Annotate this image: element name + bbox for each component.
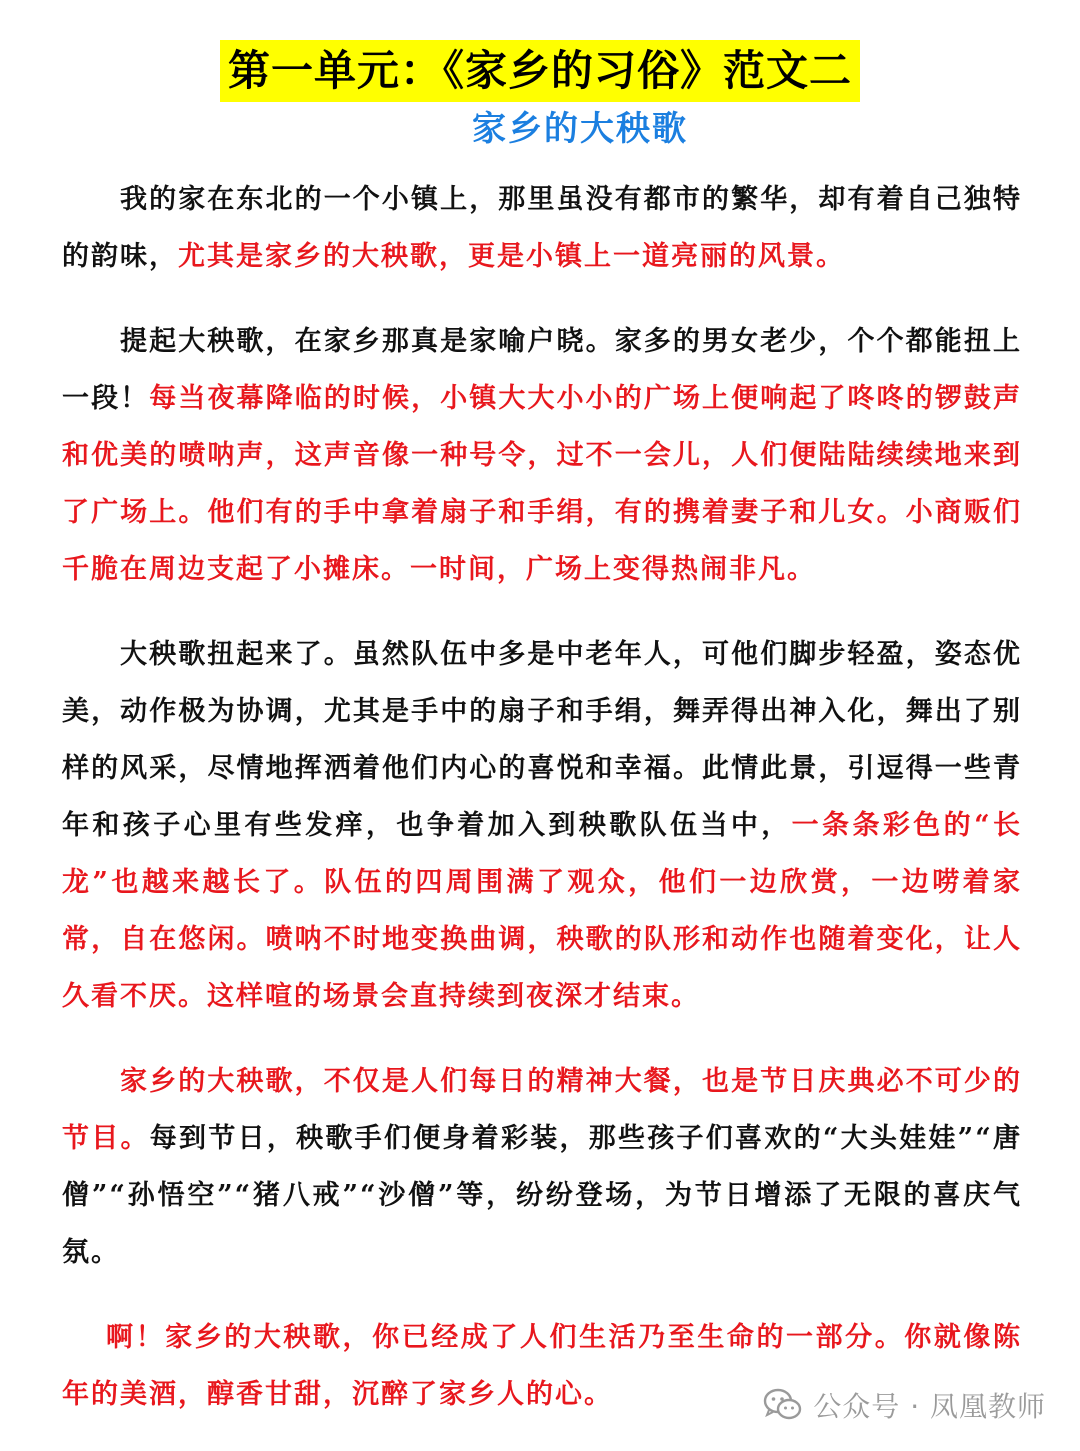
watermark <box>763 1385 1046 1425</box>
paragraph-4 <box>62 1053 1022 1281</box>
text-segment: 大秧歌扭起来了。虽然队伍中多是中老年人，可他们脚步轻盈，姿态优美，动作极为协调，尤其是手中的扇子和手绢，舞弄得出神入化，舞出了别样的风采，尽情地挥洒着他们内心的喜悦和幸福。此情此景，引逗得一些青年和孩子心里有些发痒，也争着加入到秧歌队伍当中， <box>62 639 1022 841</box>
text-segment: 我的家在东北的一个小镇上，那里虽没有都市的繁华，却有着自己独特的韵味， <box>62 184 1022 272</box>
text-segment: 提起大秧歌，在家乡那真是家喻户晓。家多的男女老少，个个都能扭上一段！ <box>62 326 1022 414</box>
paragraph-1 <box>62 171 1022 285</box>
text-segment-highlight: 啊！家乡的大秧歌，你已经成了人们生活乃至生命的一部分。你就像陈年的美酒，醇香甘甜，沉醉了家乡人的心。 <box>62 1322 1022 1410</box>
watermark-text: 公众号 · 凤凰教师 <box>813 1390 1046 1423</box>
title-wrap <box>0 40 1080 102</box>
text-segment: 每到节日，秧歌手们便身着彩装，那些孩子们喜欢的“大头娃娃”“唐僧”“孙悟空”“猪八戒”“沙僧”等，纷纷登场，为节日增添了无限的喜庆气氛。 <box>62 1123 1023 1268</box>
page-title: 第一单元：《家乡的习俗》范文二 <box>220 40 860 102</box>
text-segment-highlight: 尤其是家乡的大秧歌，更是小镇上一道亮丽的风景。 <box>178 241 845 272</box>
paragraph-2 <box>62 313 1022 598</box>
text-segment-highlight: 一条条彩色的“长龙”也越来越长了。队伍的四周围满了观众，他们一边欣赏，一边唠着家常，自在悠闲。喷呐不时地变换曲调，秧歌的队形和动作也随着变化，让人久看不厌。这样喧的场景会直持续到夜深才结束。 <box>62 810 1023 1012</box>
text-segment-highlight: 家乡的大秧歌，不仅是人们每日的精神大餐，也是节日庆典必不可少的节目。 <box>62 1066 1022 1154</box>
paragraph-3 <box>62 626 1022 1025</box>
essay-subtitle: 家乡的大秧歌 <box>472 109 688 149</box>
wechat-icon <box>763 1388 803 1422</box>
essay-body <box>62 171 1022 1451</box>
text-segment-highlight: 每当夜幕降临的时候，小镇大大小小的广场上便响起了咚咚的锣鼓声和优美的喷呐声，这声音像一种号令，过不一会儿，人们便陆陆续续地来到了广场上。他们有的手中拿着扇子和手绢，有的携着妻子和儿女。小商贩们千脆在周边支起了小摊床。一时间，广场上变得热闹非凡。 <box>62 383 1022 585</box>
